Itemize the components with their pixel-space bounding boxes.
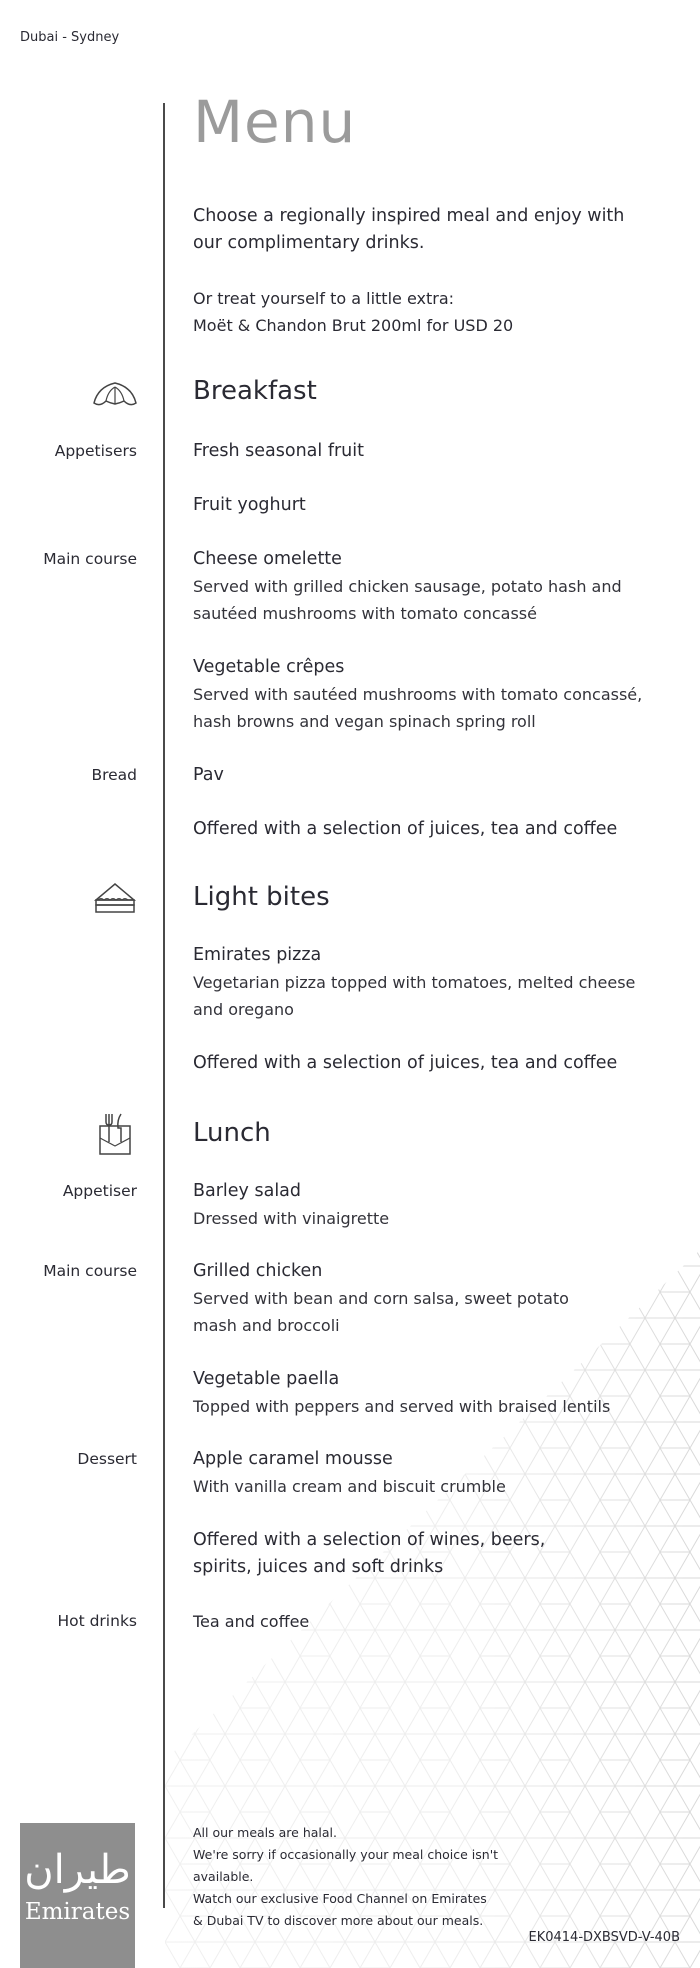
hot-drinks-text: Tea and coffee bbox=[193, 1612, 310, 1631]
dish-cheese-omelette bbox=[193, 546, 653, 627]
dish-description: Served with sautéed mushrooms with tomato concassé, hash browns and vegan spinach spring roll bbox=[193, 685, 643, 731]
logo-arabic-mark: ﻃﻴﺮان bbox=[24, 1847, 131, 1893]
course-label-dessert: Dessert bbox=[77, 1450, 137, 1468]
menu-code: EK0414-DXBSVD-V-40B bbox=[528, 1930, 680, 1945]
footer-line: All our meals are halal. bbox=[193, 1825, 337, 1840]
intro-text: Choose a regionally inspired meal and enjoy with our complimentary drinks. bbox=[193, 206, 625, 253]
dish-vegetable-paella bbox=[193, 1366, 653, 1420]
dish-fresh-fruit bbox=[193, 438, 653, 465]
drinks-offer-lunch: Offered with a selection of wines, beers, spirits, juices and soft drinks bbox=[193, 1530, 546, 1577]
dish-name: Grilled chicken bbox=[193, 1261, 323, 1281]
dish-barley-salad bbox=[193, 1178, 653, 1232]
dish-description: Topped with peppers and served with braised lentils bbox=[193, 1397, 611, 1416]
dish-fruit-yoghurt bbox=[193, 492, 653, 519]
course-label-hot-drinks: Hot drinks bbox=[57, 1612, 137, 1630]
intro-extra bbox=[193, 285, 653, 339]
sandwich-icon bbox=[90, 878, 140, 918]
dish-description: Served with grilled chicken sausage, potato hash and sautéed mushrooms with tomato concassé bbox=[193, 577, 622, 623]
section-heading-light-bites: Light bites bbox=[193, 882, 330, 912]
dish-description: With vanilla cream and biscuit crumble bbox=[193, 1477, 506, 1496]
intro-extra-offer: Moët & Chandon Brut 200ml for USD 20 bbox=[193, 316, 514, 335]
dish-pav bbox=[193, 762, 653, 789]
dish-name: Vegetable crêpes bbox=[193, 657, 345, 677]
emirates-logo bbox=[20, 1823, 135, 1968]
footer-line: & Dubai TV to discover more about our meals. bbox=[193, 1913, 484, 1928]
course-label-main: Main course bbox=[43, 1262, 137, 1280]
dish-name: Pav bbox=[193, 765, 224, 785]
dish-description: Vegetarian pizza topped with tomatoes, melted cheese and oregano bbox=[193, 973, 636, 1019]
dish-grilled-chicken bbox=[193, 1258, 583, 1339]
dish-description: Served with bean and corn salsa, sweet potato mash and broccoli bbox=[193, 1289, 569, 1335]
course-label-appetiser: Appetiser bbox=[62, 1182, 137, 1200]
dish-name: Fresh seasonal fruit bbox=[193, 441, 364, 461]
logo-wordmark: Emirates bbox=[24, 1899, 131, 1925]
footer-line: We're sorry if occasionally your meal choice isn't available. bbox=[193, 1847, 499, 1884]
dish-apple-caramel-mousse bbox=[193, 1446, 653, 1500]
dish-emirates-pizza bbox=[193, 942, 653, 1023]
croissant-icon bbox=[90, 373, 140, 413]
page-title: Menu bbox=[193, 88, 357, 156]
section-heading-breakfast: Breakfast bbox=[193, 376, 317, 406]
drinks-offer-light-bites: Offered with a selection of juices, tea and coffee bbox=[193, 1053, 618, 1073]
course-label-appetisers: Appetisers bbox=[54, 442, 137, 460]
dish-name: Barley salad bbox=[193, 1181, 302, 1201]
drinks-offer-breakfast: Offered with a selection of juices, tea and coffee bbox=[193, 819, 618, 839]
course-label-bread: Bread bbox=[91, 766, 137, 784]
dish-name: Vegetable paella bbox=[193, 1369, 340, 1389]
cutlery-icon bbox=[90, 1112, 140, 1158]
dish-name: Emirates pizza bbox=[193, 945, 322, 965]
footer-notes bbox=[193, 1822, 553, 1932]
dish-name: Fruit yoghurt bbox=[193, 495, 306, 515]
footer-line: Watch our exclusive Food Channel on Emirates bbox=[193, 1891, 487, 1906]
divider-line bbox=[163, 103, 165, 1908]
section-heading-lunch: Lunch bbox=[193, 1118, 271, 1148]
dish-name: Cheese omelette bbox=[193, 549, 342, 569]
dish-description: Dressed with vinaigrette bbox=[193, 1209, 390, 1228]
intro-extra-line: Or treat yourself to a little extra: bbox=[193, 289, 455, 308]
route-label: Dubai - Sydney bbox=[20, 30, 120, 45]
dish-name: Apple caramel mousse bbox=[193, 1449, 393, 1469]
course-label-main: Main course bbox=[43, 550, 137, 568]
dish-vegetable-crepes bbox=[193, 654, 653, 735]
